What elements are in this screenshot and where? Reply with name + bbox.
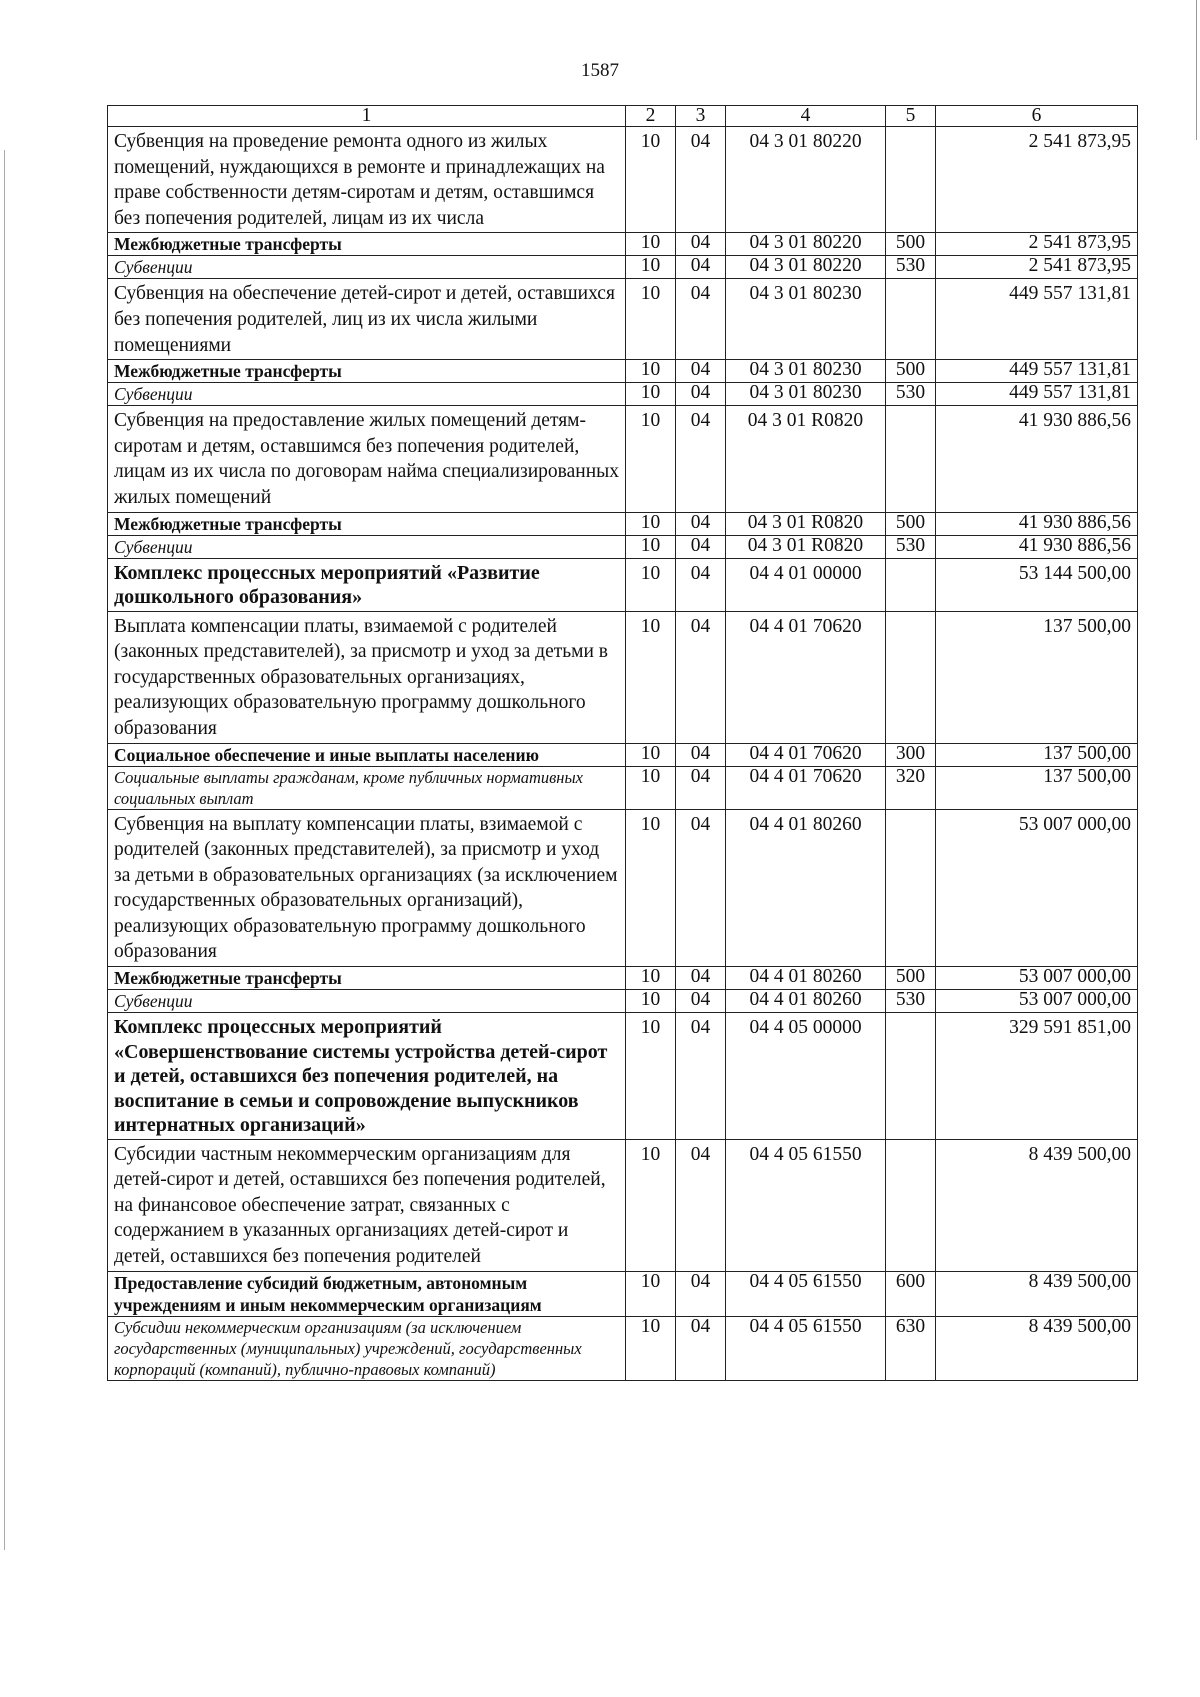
row-subsection: 04 bbox=[676, 233, 726, 256]
row-section: 10 bbox=[626, 383, 676, 406]
row-section: 10 bbox=[626, 535, 676, 558]
column-header: 6 bbox=[936, 106, 1138, 127]
row-amount: 53 007 000,00 bbox=[936, 990, 1138, 1013]
row-target-article: 04 4 01 70620 bbox=[726, 743, 886, 766]
row-name: Субвенция на выплату компенсации платы, взимаемой с родителей (законных представителей), за присмотр и уход за детьми в образовательных организациях (за исключением государственных образовательных организаций), реализующих образовательную программу дошкольного образования bbox=[108, 809, 626, 967]
row-expense-kind: 630 bbox=[886, 1316, 936, 1380]
row-subsection: 04 bbox=[676, 1139, 726, 1271]
row-amount: 2 541 873,95 bbox=[936, 256, 1138, 279]
table-row bbox=[108, 809, 1138, 967]
column-header: 3 bbox=[676, 106, 726, 127]
row-expense-kind: 500 bbox=[886, 967, 936, 990]
row-section: 10 bbox=[626, 967, 676, 990]
row-target-article: 04 4 01 80260 bbox=[726, 809, 886, 967]
row-subsection: 04 bbox=[676, 1271, 726, 1316]
row-expense-kind bbox=[886, 279, 936, 360]
row-section: 10 bbox=[626, 990, 676, 1013]
row-target-article: 04 3 01 80230 bbox=[726, 360, 886, 383]
row-subsection: 04 bbox=[676, 1013, 726, 1140]
row-expense-kind: 600 bbox=[886, 1271, 936, 1316]
row-amount: 41 930 886,56 bbox=[936, 406, 1138, 512]
column-header: 4 bbox=[726, 106, 886, 127]
row-target-article: 04 4 05 61550 bbox=[726, 1316, 886, 1380]
table-row bbox=[108, 535, 1138, 558]
row-amount: 53 144 500,00 bbox=[936, 558, 1138, 611]
row-amount: 137 500,00 bbox=[936, 766, 1138, 809]
row-name: Межбюджетные трансферты bbox=[108, 360, 626, 383]
row-name: Субвенция на предоставление жилых помещений детям-сиротам и детям, оставшимся без попечения родителей, лицам из их числа по договорам найма специализированных жилых помещений bbox=[108, 406, 626, 512]
row-expense-kind bbox=[886, 1013, 936, 1140]
table-row bbox=[108, 766, 1138, 809]
row-amount: 449 557 131,81 bbox=[936, 360, 1138, 383]
row-name: Выплата компенсации платы, взимаемой с родителей (законных представителей), за присмотр и уход за детьми в государственных образовательных организациях, реализующих образовательную программу дошкольного образования bbox=[108, 611, 626, 743]
row-subsection: 04 bbox=[676, 967, 726, 990]
row-amount: 53 007 000,00 bbox=[936, 809, 1138, 967]
row-section: 10 bbox=[626, 279, 676, 360]
table-row bbox=[108, 743, 1138, 766]
row-section: 10 bbox=[626, 233, 676, 256]
row-target-article: 04 3 01 80230 bbox=[726, 279, 886, 360]
row-target-article: 04 4 01 70620 bbox=[726, 611, 886, 743]
row-section: 10 bbox=[626, 558, 676, 611]
row-amount: 8 439 500,00 bbox=[936, 1139, 1138, 1271]
row-target-article: 04 3 01 80220 bbox=[726, 256, 886, 279]
table-row bbox=[108, 967, 1138, 990]
row-subsection: 04 bbox=[676, 743, 726, 766]
row-expense-kind bbox=[886, 406, 936, 512]
row-subsection: 04 bbox=[676, 279, 726, 360]
row-name: Субвенция на проведение ремонта одного из жилых помещений, нуждающихся в ремонте и принадлежащих на праве собственности детям-сиротам и детям, оставшимся без попечения родителей, лицам из их числа bbox=[108, 127, 626, 233]
table-row bbox=[108, 512, 1138, 535]
row-name: Субвенция на обеспечение детей-сирот и детей, оставшихся без попечения родителей, лиц из их числа жилыми помещениями bbox=[108, 279, 626, 360]
row-expense-kind bbox=[886, 611, 936, 743]
table-row bbox=[108, 233, 1138, 256]
table-row bbox=[108, 558, 1138, 611]
row-section: 10 bbox=[626, 1316, 676, 1380]
row-target-article: 04 3 01 R0820 bbox=[726, 512, 886, 535]
row-subsection: 04 bbox=[676, 990, 726, 1013]
row-expense-kind: 500 bbox=[886, 360, 936, 383]
row-amount: 137 500,00 bbox=[936, 611, 1138, 743]
row-subsection: 04 bbox=[676, 127, 726, 233]
row-expense-kind: 500 bbox=[886, 233, 936, 256]
row-name: Субвенции bbox=[108, 256, 626, 279]
row-expense-kind: 530 bbox=[886, 383, 936, 406]
row-expense-kind: 300 bbox=[886, 743, 936, 766]
table-row bbox=[108, 360, 1138, 383]
column-header: 5 bbox=[886, 106, 936, 127]
row-name: Межбюджетные трансферты bbox=[108, 967, 626, 990]
row-amount: 2 541 873,95 bbox=[936, 127, 1138, 233]
row-expense-kind bbox=[886, 127, 936, 233]
row-target-article: 04 4 05 61550 bbox=[726, 1271, 886, 1316]
row-name: Межбюджетные трансферты bbox=[108, 233, 626, 256]
row-expense-kind: 530 bbox=[886, 535, 936, 558]
table-row bbox=[108, 1316, 1138, 1380]
row-amount: 8 439 500,00 bbox=[936, 1271, 1138, 1316]
scan-edge-line bbox=[4, 150, 5, 1550]
table-row bbox=[108, 383, 1138, 406]
row-expense-kind: 500 bbox=[886, 512, 936, 535]
page-number: 1587 bbox=[581, 60, 619, 81]
table-body bbox=[108, 127, 1138, 1381]
row-name: Субвенции bbox=[108, 990, 626, 1013]
row-section: 10 bbox=[626, 743, 676, 766]
row-name: Межбюджетные трансферты bbox=[108, 512, 626, 535]
row-section: 10 bbox=[626, 512, 676, 535]
row-name: Социальные выплаты гражданам, кроме публичных нормативных социальных выплат bbox=[108, 766, 626, 809]
row-name: Предоставление субсидий бюджетным, автономным учреждениям и иным некоммерческим организациям bbox=[108, 1271, 626, 1316]
table-row bbox=[108, 406, 1138, 512]
table-row bbox=[108, 990, 1138, 1013]
row-target-article: 04 4 01 00000 bbox=[726, 558, 886, 611]
row-section: 10 bbox=[626, 611, 676, 743]
row-expense-kind bbox=[886, 1139, 936, 1271]
row-amount: 2 541 873,95 bbox=[936, 233, 1138, 256]
row-expense-kind bbox=[886, 809, 936, 967]
row-subsection: 04 bbox=[676, 558, 726, 611]
row-subsection: 04 bbox=[676, 512, 726, 535]
row-section: 10 bbox=[626, 406, 676, 512]
row-target-article: 04 4 01 70620 bbox=[726, 766, 886, 809]
row-amount: 449 557 131,81 bbox=[936, 383, 1138, 406]
table-header-row bbox=[108, 106, 1138, 127]
table-row bbox=[108, 279, 1138, 360]
row-expense-kind: 530 bbox=[886, 256, 936, 279]
row-target-article: 04 3 01 80220 bbox=[726, 127, 886, 233]
row-name: Субсидии некоммерческим организациям (за исключением государственных (муниципальных) учреждений, государственных корпораций (компаний), публично-правовых компаний) bbox=[108, 1316, 626, 1380]
row-target-article: 04 3 01 R0820 bbox=[726, 406, 886, 512]
row-amount: 41 930 886,56 bbox=[936, 535, 1138, 558]
table-row bbox=[108, 256, 1138, 279]
row-name: Субсидии частным некоммерческим организациям для детей-сирот и детей, оставшихся без попечения родителей, на финансовое обеспечение затрат, связанных с содержанием в указанных организациях детей-сирот и детей, оставшихся без попечения родителей bbox=[108, 1139, 626, 1271]
row-target-article: 04 4 05 61550 bbox=[726, 1139, 886, 1271]
row-target-article: 04 3 01 80220 bbox=[726, 233, 886, 256]
row-target-article: 04 4 05 00000 bbox=[726, 1013, 886, 1140]
row-section: 10 bbox=[626, 1271, 676, 1316]
budget-table bbox=[107, 105, 1138, 1381]
row-amount: 53 007 000,00 bbox=[936, 967, 1138, 990]
row-subsection: 04 bbox=[676, 611, 726, 743]
row-expense-kind: 530 bbox=[886, 990, 936, 1013]
row-subsection: 04 bbox=[676, 360, 726, 383]
row-section: 10 bbox=[626, 1139, 676, 1271]
column-header: 2 bbox=[626, 106, 676, 127]
row-target-article: 04 4 01 80260 bbox=[726, 990, 886, 1013]
row-section: 10 bbox=[626, 256, 676, 279]
table-row bbox=[108, 127, 1138, 233]
row-subsection: 04 bbox=[676, 766, 726, 809]
table-row bbox=[108, 611, 1138, 743]
row-name: Комплекс процессных мероприятий «Развитие дошкольного образования» bbox=[108, 558, 626, 611]
row-name: Субвенции bbox=[108, 535, 626, 558]
row-subsection: 04 bbox=[676, 383, 726, 406]
row-amount: 329 591 851,00 bbox=[936, 1013, 1138, 1140]
row-target-article: 04 4 01 80260 bbox=[726, 967, 886, 990]
row-target-article: 04 3 01 80230 bbox=[726, 383, 886, 406]
row-target-article: 04 3 01 R0820 bbox=[726, 535, 886, 558]
row-name: Комплекс процессных мероприятий «Совершенствование системы устройства детей-сирот и детей, оставшихся без попечения родителей, на воспитание в семьи и сопровождение выпускников интернатных организаций» bbox=[108, 1013, 626, 1140]
table-row bbox=[108, 1139, 1138, 1271]
row-amount: 449 557 131,81 bbox=[936, 279, 1138, 360]
table-row bbox=[108, 1013, 1138, 1140]
row-subsection: 04 bbox=[676, 535, 726, 558]
row-subsection: 04 bbox=[676, 1316, 726, 1380]
row-subsection: 04 bbox=[676, 256, 726, 279]
row-section: 10 bbox=[626, 360, 676, 383]
row-subsection: 04 bbox=[676, 406, 726, 512]
row-name: Социальное обеспечение и иные выплаты населению bbox=[108, 743, 626, 766]
row-name: Субвенции bbox=[108, 383, 626, 406]
row-amount: 41 930 886,56 bbox=[936, 512, 1138, 535]
row-expense-kind bbox=[886, 558, 936, 611]
row-amount: 8 439 500,00 bbox=[936, 1316, 1138, 1380]
column-header: 1 bbox=[108, 106, 626, 127]
row-section: 10 bbox=[626, 1013, 676, 1140]
row-expense-kind: 320 bbox=[886, 766, 936, 809]
row-section: 10 bbox=[626, 809, 676, 967]
row-subsection: 04 bbox=[676, 809, 726, 967]
table-row bbox=[108, 1271, 1138, 1316]
row-section: 10 bbox=[626, 766, 676, 809]
row-amount: 137 500,00 bbox=[936, 743, 1138, 766]
row-section: 10 bbox=[626, 127, 676, 233]
